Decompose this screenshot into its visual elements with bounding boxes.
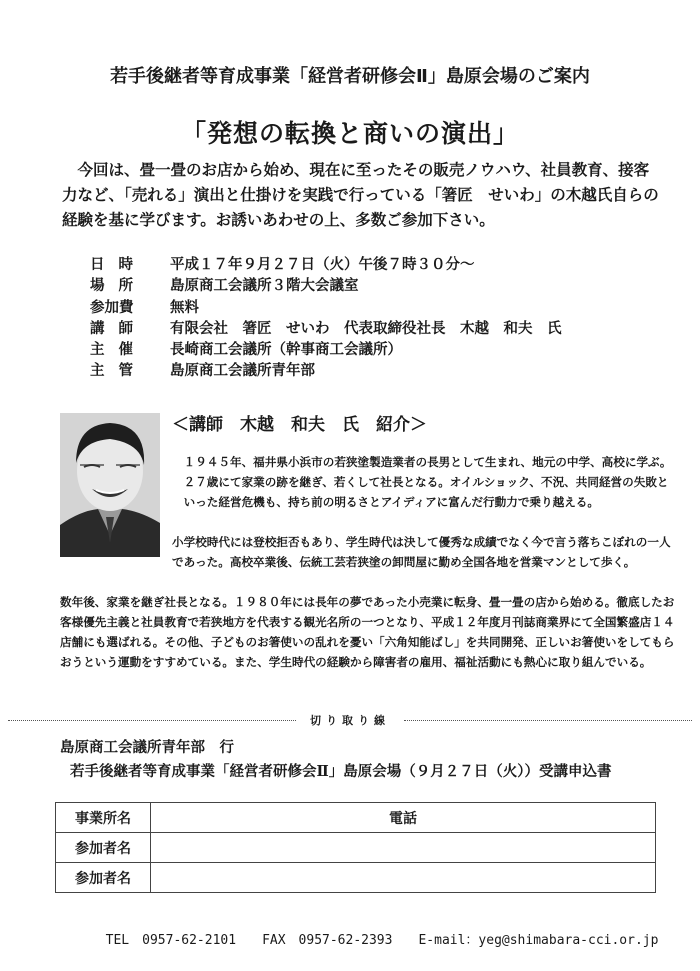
detail-label: 参加費 [90,298,134,316]
cut-line-dash-right [404,720,692,721]
detail-value: 無料 [170,298,199,316]
contact-info [90,914,684,948]
form-label: 事業所名 [56,803,151,833]
detail-row-lecturer [90,318,562,339]
detail-row-manager [90,360,562,381]
intro-text: 今回は、畳一畳のお店から始め、現在に至ったその販売ノウハウ、社員教育、接客力など、「売れる」演出と仕掛けを実践で行っている「箸匠 せいわ」の木越氏自らの経験を基に学びます。お誘いあわせの上、多数ご参加下さい。 [62,160,659,229]
detail-label: 日時 [90,256,147,273]
detail-label: 主催 [90,341,147,359]
detail-value: 長崎商工会議所（幹事商工会議所） [170,341,402,359]
main-title: 「発想の転換と商いの演出」 [180,119,519,148]
cut-line-dash-left [8,720,296,721]
bio-paragraph-2b [60,580,680,683]
form-title: 若手後継者等育成事業「経営者研修会Ⅱ」島原会場（９月２７日（火））受講申込書 [70,763,612,780]
contact-fax: FAX 0957-62-2393 [262,933,393,948]
participant-name-field[interactable] [151,863,656,893]
detail-row-fee [90,297,562,318]
detail-row-datetime [90,254,562,275]
intro-section [62,157,662,232]
detail-value: 平成１７年９月２７日（火）午後７時３０分～ [170,256,475,273]
bio-heading: ＜講師 木越 和夫 氏 紹介＞ [172,415,427,435]
bio-text-2b: 数年後、家業を継ぎ社長となる。１９８０年には長年の夢であった小売業に転身、畳一畳の店から始める。徹底したお客様優先主義と社員教育で若狭地方を代表する観光名所の一つとなり、平成１２年度月刊誌商業界にて全国繁盛店１４店舗にも選ばれる。その他、子どものお箸使いの乱れを憂い「六角知能ばし」を共同開発、正しいお箸使いをしてもらおうという運動をすすめている。また、学生時代の経験から障害者の雇用、福祉活動にも熱心に取り組んでいる。 [60,594,675,669]
company-phone-field[interactable]: 電話 [151,803,656,833]
application-form-table [55,802,656,893]
cut-line-label: 切り取り線 [310,714,390,727]
bio-text-2a: 小学校時代には登校拒否もあり、学生時代は決して優秀な成績でなく今で言う落ちこぼれの一人であった。高校卒業後、伝統工芸若狭塗の卸問屋に勤め全国各地を営業マンとして歩く。 [172,534,671,569]
header-title: 若手後継者等育成事業「経営者研修会Ⅱ」島原会場のご案内 [110,66,590,87]
form-row-company [56,803,656,833]
form-label: 参加者名 [56,863,151,893]
form-row-participant [56,833,656,863]
bio-text-1: １９４５年、福井県小浜市の若狭塗製造業者の長男として生まれ、地元の中学、高校に学ぶ。２７歳にて家業の跡を継ぎ、若くして社長となる。オイルショック、不況、共同経営の失敗といった経営危機も、持ち前の明るさとアイディアに富んだ行動力で乗り越える。 [183,455,672,509]
contact-email[interactable]: E-mail：yeg@shimabara-cci.or.jp [418,933,659,948]
lecturer-photo [60,413,160,557]
event-details [90,254,562,382]
bio-paragraph-2a [172,520,672,583]
detail-value: 島原商工会議所青年部 [170,362,315,380]
cut-line [8,713,692,727]
participant-name-field[interactable] [151,833,656,863]
contact-tel: TEL 0957-62-2101 [105,933,237,948]
detail-value: 有限会社 箸匠 せいわ 代表取締役社長 木越 和夫 氏 [170,319,562,337]
bio-paragraph-1 [172,452,672,512]
detail-row-organizer [90,339,562,360]
form-row-participant [56,863,656,893]
detail-row-venue [90,275,562,296]
form-label: 参加者名 [56,833,151,863]
detail-label: 講師 [90,319,147,337]
portrait-image [60,413,160,557]
addressee: 島原商工会議所青年部 行 [60,739,234,756]
detail-value: 島原商工会議所３階大会議室 [170,277,359,295]
detail-label: 場所 [90,277,147,295]
detail-label: 主管 [90,362,147,380]
